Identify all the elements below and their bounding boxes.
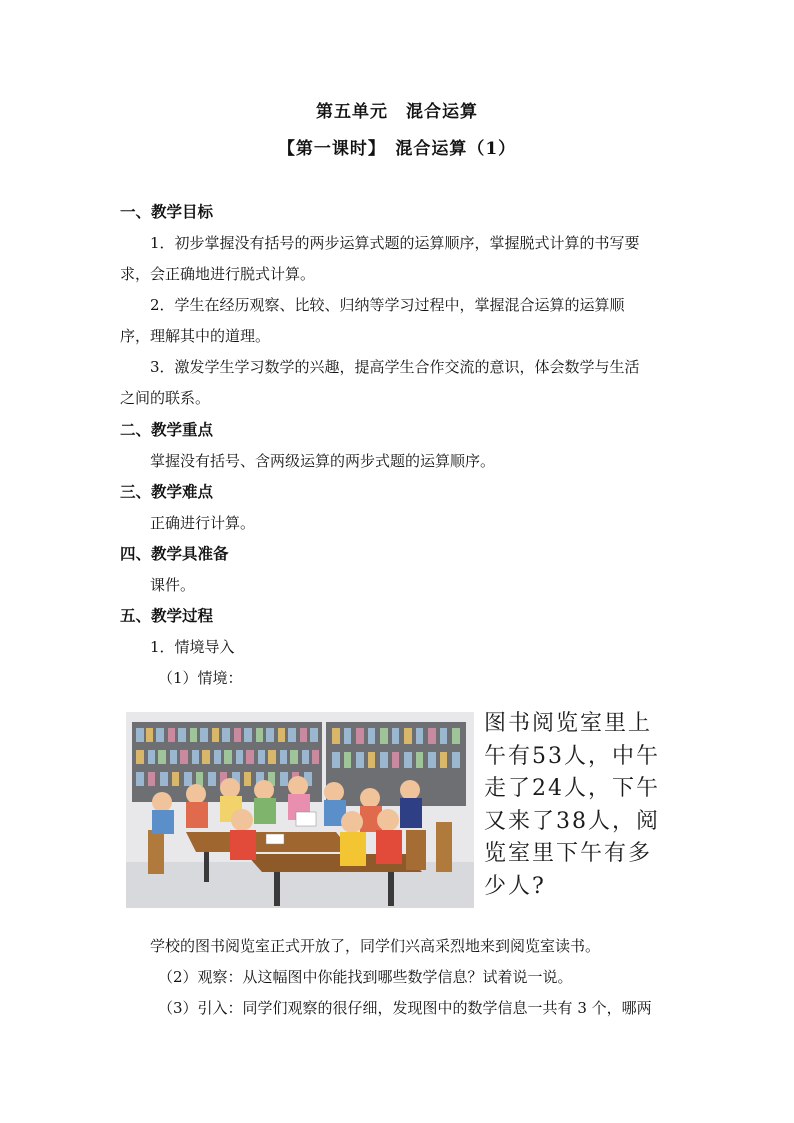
goal-line: 2．学生在经历观察、比较、归纳等学习过程中，掌握混合运算的运算顺 <box>150 296 625 314</box>
goal-line: 序，理解其中的道理。 <box>120 327 271 345</box>
scene-label: （1）情境： <box>158 669 243 687</box>
process-text: （3）引入：同学们观察的很仔细，发现图中的数学信息一共有 3 个，哪两 <box>158 999 652 1017</box>
difficulty-text: 正确进行计算。 <box>150 514 256 532</box>
key-text: 掌握没有括号、含两级运算的两步式题的运算顺序。 <box>150 452 496 470</box>
story-line: 览室里下午有多 <box>484 841 653 866</box>
story-line: 少人? <box>484 873 546 899</box>
process-step: 1．情境导入 <box>150 638 235 656</box>
story-line: 图书阅览室里上 <box>484 711 653 736</box>
lesson-title: 【第一课时】 混合运算（1） <box>277 139 517 159</box>
process-text: （2）观察：从这幅图中你能找到哪些数学信息？试着说一说。 <box>158 968 573 986</box>
story-problem <box>484 708 684 903</box>
heading-difficulty: 三、教学难点 <box>120 482 214 501</box>
process-text: 学校的图书阅览室正式开放了，同学们兴高采烈地来到阅览室读书。 <box>150 937 601 955</box>
reading-room-illustration <box>126 712 474 908</box>
goal-line: 求，会正确地进行脱式计算。 <box>120 265 316 283</box>
unit-title: 第五单元 混合运算 <box>316 102 478 122</box>
story-line: 午有53人，中午 <box>484 743 660 769</box>
story-line: 走了24人，下午 <box>484 776 660 801</box>
story-line: 又来了38人，阅 <box>484 808 660 834</box>
heading-key: 二、教学重点 <box>120 420 214 439</box>
goal-line: 3．激发学生学习数学的兴趣，提高学生合作交流的意识，体会数学与生活 <box>150 358 640 376</box>
goal-line: 1．初步掌握没有括号的两步运算式题的运算顺序，掌握脱式计算的书写要 <box>150 234 640 252</box>
heading-tools: 四、教学具准备 <box>120 544 229 563</box>
goal-line: 之间的联系。 <box>120 389 211 407</box>
heading-goals: 一、教学目标 <box>120 202 214 221</box>
heading-process: 五、教学过程 <box>120 606 214 625</box>
tools-text: 课件。 <box>150 576 196 594</box>
